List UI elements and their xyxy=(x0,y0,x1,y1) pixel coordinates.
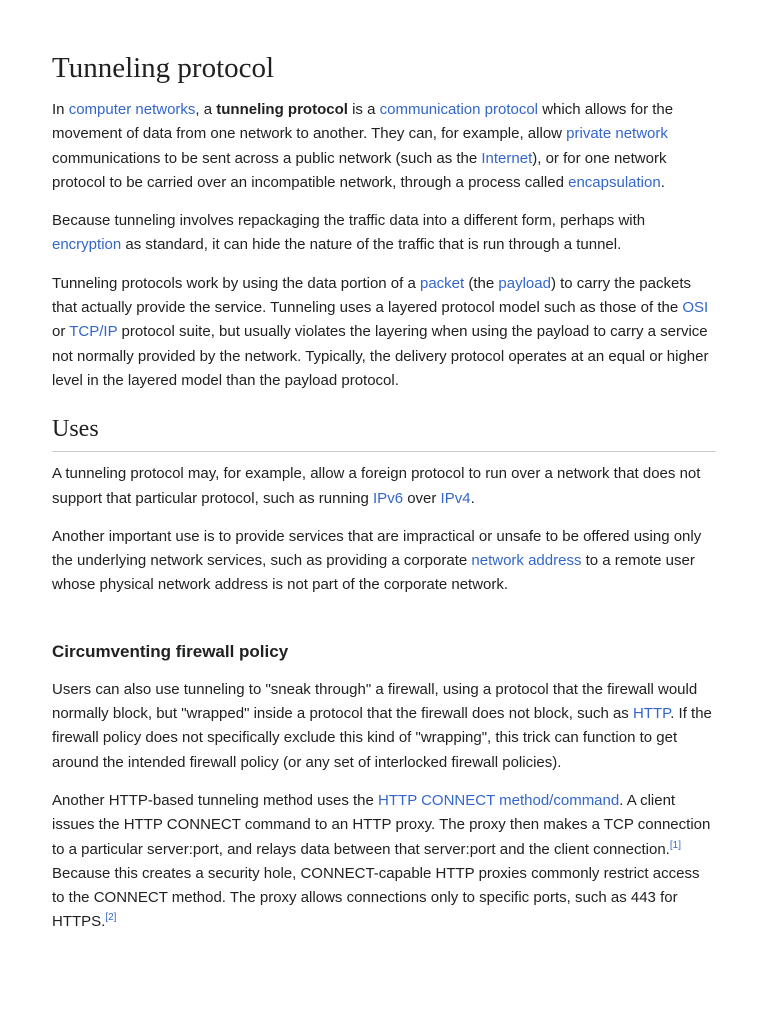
section-heading-uses: Uses xyxy=(52,414,716,452)
uses-paragraph-2 xyxy=(52,525,716,598)
bold-term: tunneling protocol xyxy=(216,101,348,118)
firewall-paragraph-2 xyxy=(52,789,716,935)
text: which allows for the movement of data from one network to another. They can, for example, allow xyxy=(52,101,674,143)
link-http[interactable]: HTTP xyxy=(632,705,671,723)
link-osi[interactable]: OSI xyxy=(682,299,709,317)
text: , a xyxy=(195,101,217,118)
text: Because tunneling involves repackaging the traffic data into a different form, perhaps with xyxy=(52,212,646,230)
encryption-paragraph xyxy=(52,209,716,258)
text: (the xyxy=(464,274,499,292)
link-computer-networks[interactable]: computer networks xyxy=(68,101,196,118)
link-communication-protocol[interactable]: communication protocol xyxy=(379,101,539,118)
intro-paragraph xyxy=(52,98,716,195)
text: protocol suite, but usually violates the layering when using the payload to carry a service not normally provided by the network. Typically, the delivery protocol operates at an equal or higher level in the layered model than the payload protocol. xyxy=(52,323,709,389)
link-ipv6[interactable]: IPv6 xyxy=(373,489,404,507)
link-encapsulation[interactable]: encapsulation xyxy=(568,173,661,191)
link-payload[interactable]: payload xyxy=(498,274,551,292)
text: Tunneling protocols work by using the data portion of a xyxy=(52,274,420,292)
text: . xyxy=(470,489,475,507)
text: . If the firewall policy does not specifically exclude this kind of "wrapping", this trick can function to get around the intended firewall policy (or any set of interlocked firewall policies). xyxy=(52,705,712,771)
link-ipv4[interactable]: IPv4 xyxy=(440,489,471,507)
text: In xyxy=(52,101,69,118)
text: Users can also use tunneling to "sneak through" a firewall, using a protocol that the firewall would normally block, but "wrapped" inside a protocol that the firewall does not block, such as xyxy=(52,680,698,723)
uses-paragraph-1 xyxy=(52,462,716,511)
text: communications to be sent across a public network (such as the xyxy=(52,149,482,167)
text: . xyxy=(660,173,665,191)
text: ), or for one network protocol to be carried over an incompatible network, through a process called xyxy=(52,149,667,191)
link-packet[interactable]: packet xyxy=(420,274,465,292)
payload-paragraph xyxy=(52,272,716,393)
link-network-address[interactable]: network address xyxy=(471,552,582,570)
firewall-paragraph-1 xyxy=(52,678,716,775)
text: to a remote user whose physical network address is not part of the corporate network. xyxy=(52,552,695,594)
text: ) to carry the packets that actually provide the service. Tunneling uses a layered protocol model such as those of the xyxy=(52,274,691,317)
subsection-heading-firewall: Circumventing firewall policy xyxy=(52,641,289,661)
text: or xyxy=(52,323,70,341)
link-internet[interactable]: Internet xyxy=(481,149,533,167)
link-encryption[interactable]: encryption xyxy=(52,236,122,254)
reference-1[interactable]: [1] xyxy=(669,839,681,851)
page-title: Tunneling protocol xyxy=(52,52,275,84)
text: Because this creates a security hole, CONNECT-capable HTTP proxies commonly restrict access to the CONNECT method. The proxy allows connections only to specific ports, such as 443 for HTTPS. xyxy=(52,864,700,931)
link-http-connect[interactable]: HTTP CONNECT method/command xyxy=(378,791,620,809)
text: over xyxy=(403,489,441,507)
link-private-network[interactable]: private network xyxy=(566,125,668,143)
text: Another important use is to provide services that are impractical or unsafe to be offered using only the underlying network services, such as providing a corporate xyxy=(52,527,702,570)
text: Another HTTP-based tunneling method uses the xyxy=(52,791,379,809)
text: as standard, it can hide the nature of the traffic that is run through a tunnel. xyxy=(121,236,622,254)
text: A tunneling protocol may, for example, allow a foreign protocol to run over a network that does not support that particular protocol, such as running xyxy=(52,465,701,507)
link-tcp-ip[interactable]: TCP/IP xyxy=(69,323,118,341)
text: is a xyxy=(347,101,380,118)
reference-2[interactable]: [2] xyxy=(105,912,117,924)
text: . A client issues the HTTP CONNECT command to an HTTP proxy. The proxy then makes a TCP connection to a particular server:port, and relays data between that server:port and the client connection. xyxy=(52,791,711,858)
